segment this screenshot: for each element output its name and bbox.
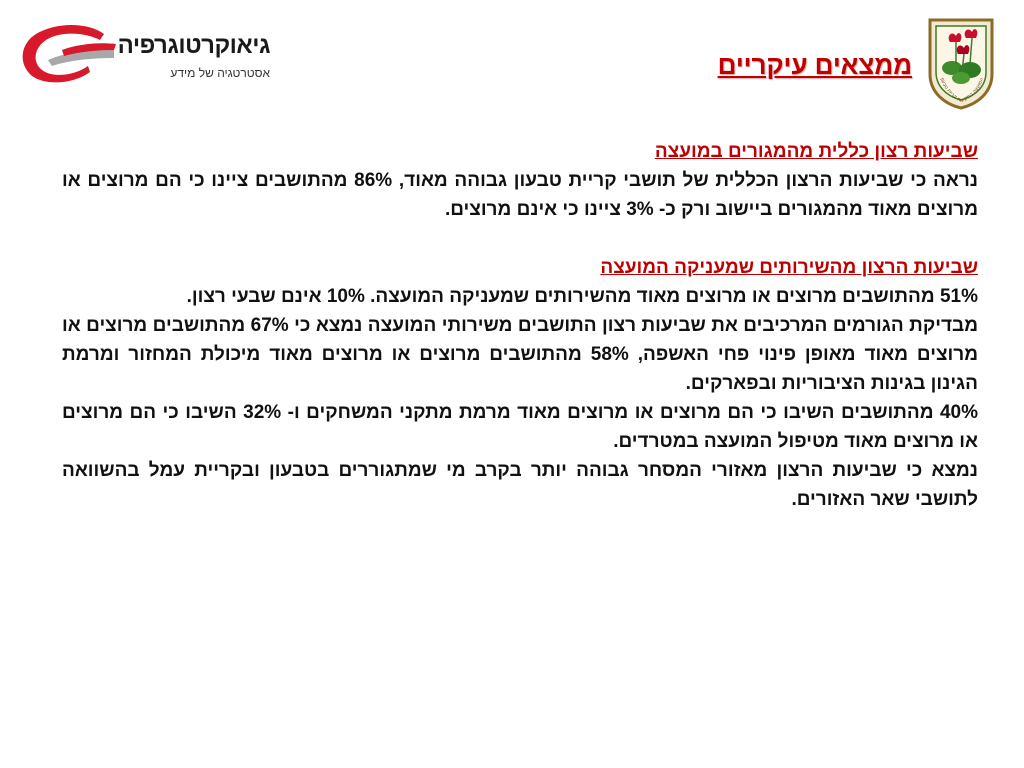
paragraph: נראה כי שביעות הרצון הכללית של תושבי קריית טבעון גבוהה מאוד, 86% מהתושבים ציינו כי הם מרוצים או מרוצים מאוד מהמגורים ביישוב ורק כ- 3% ציינו כי אינם מרוצים. (62, 170, 978, 220)
paragraph: מבדיקת הגורמים המרכיבים את שביעות רצון התושבים משירותי המועצה נמצא כי 67% מהתושבים מרוצים או מרוצים מאוד מאופן פינוי פחי האשפה, 58% מהתושבים מרוצים או מרוצים מאוד מיכולת המחזור ומרמת הגינון בגינות הציבוריות ובפארקים. (62, 315, 978, 394)
emblem-text: המועצה המקומית קריית טבעון (938, 77, 986, 105)
section-heading-general-satisfaction: שביעות רצון כללית מהמגורים במועצה (654, 141, 978, 162)
council-crest-emblem-icon (926, 16, 996, 110)
company-logo (18, 20, 268, 90)
section-heading-services-satisfaction: שביעות הרצון מהשירותים שמעניקה המועצה (600, 257, 978, 278)
slide-title: ממצאים עיקריים (717, 50, 912, 80)
paragraph: 40% מהתושבים השיבו כי הם מרוצים או מרוצים מאוד מרמת מתקני המשחקים ו- 32% השיבו כי הם מרוצים או מרוצים מאוד מטיפול המועצה במטרדים. (62, 402, 978, 452)
paragraph: נמצא כי שביעות הרצון מאזורי המסחר גבוהה יותר בקרב מי שמתגוררים בטבעון ובקריית עמל בהשוואה לתושבי שאר האזורים. (62, 460, 978, 510)
paragraph: 51% מהתושבים מרוצים או מרוצים מאוד מהשירותים שמעניקה המועצה. 10% אינם שבעי רצון. (186, 286, 978, 307)
brand-name: גיאוקרטוגרפיה (117, 32, 270, 59)
brand-tagline: אסטרטגיה של מידע (170, 66, 270, 80)
spacer (62, 224, 978, 253)
findings-content (62, 137, 978, 514)
geo-swoosh-logo-icon (18, 20, 118, 90)
